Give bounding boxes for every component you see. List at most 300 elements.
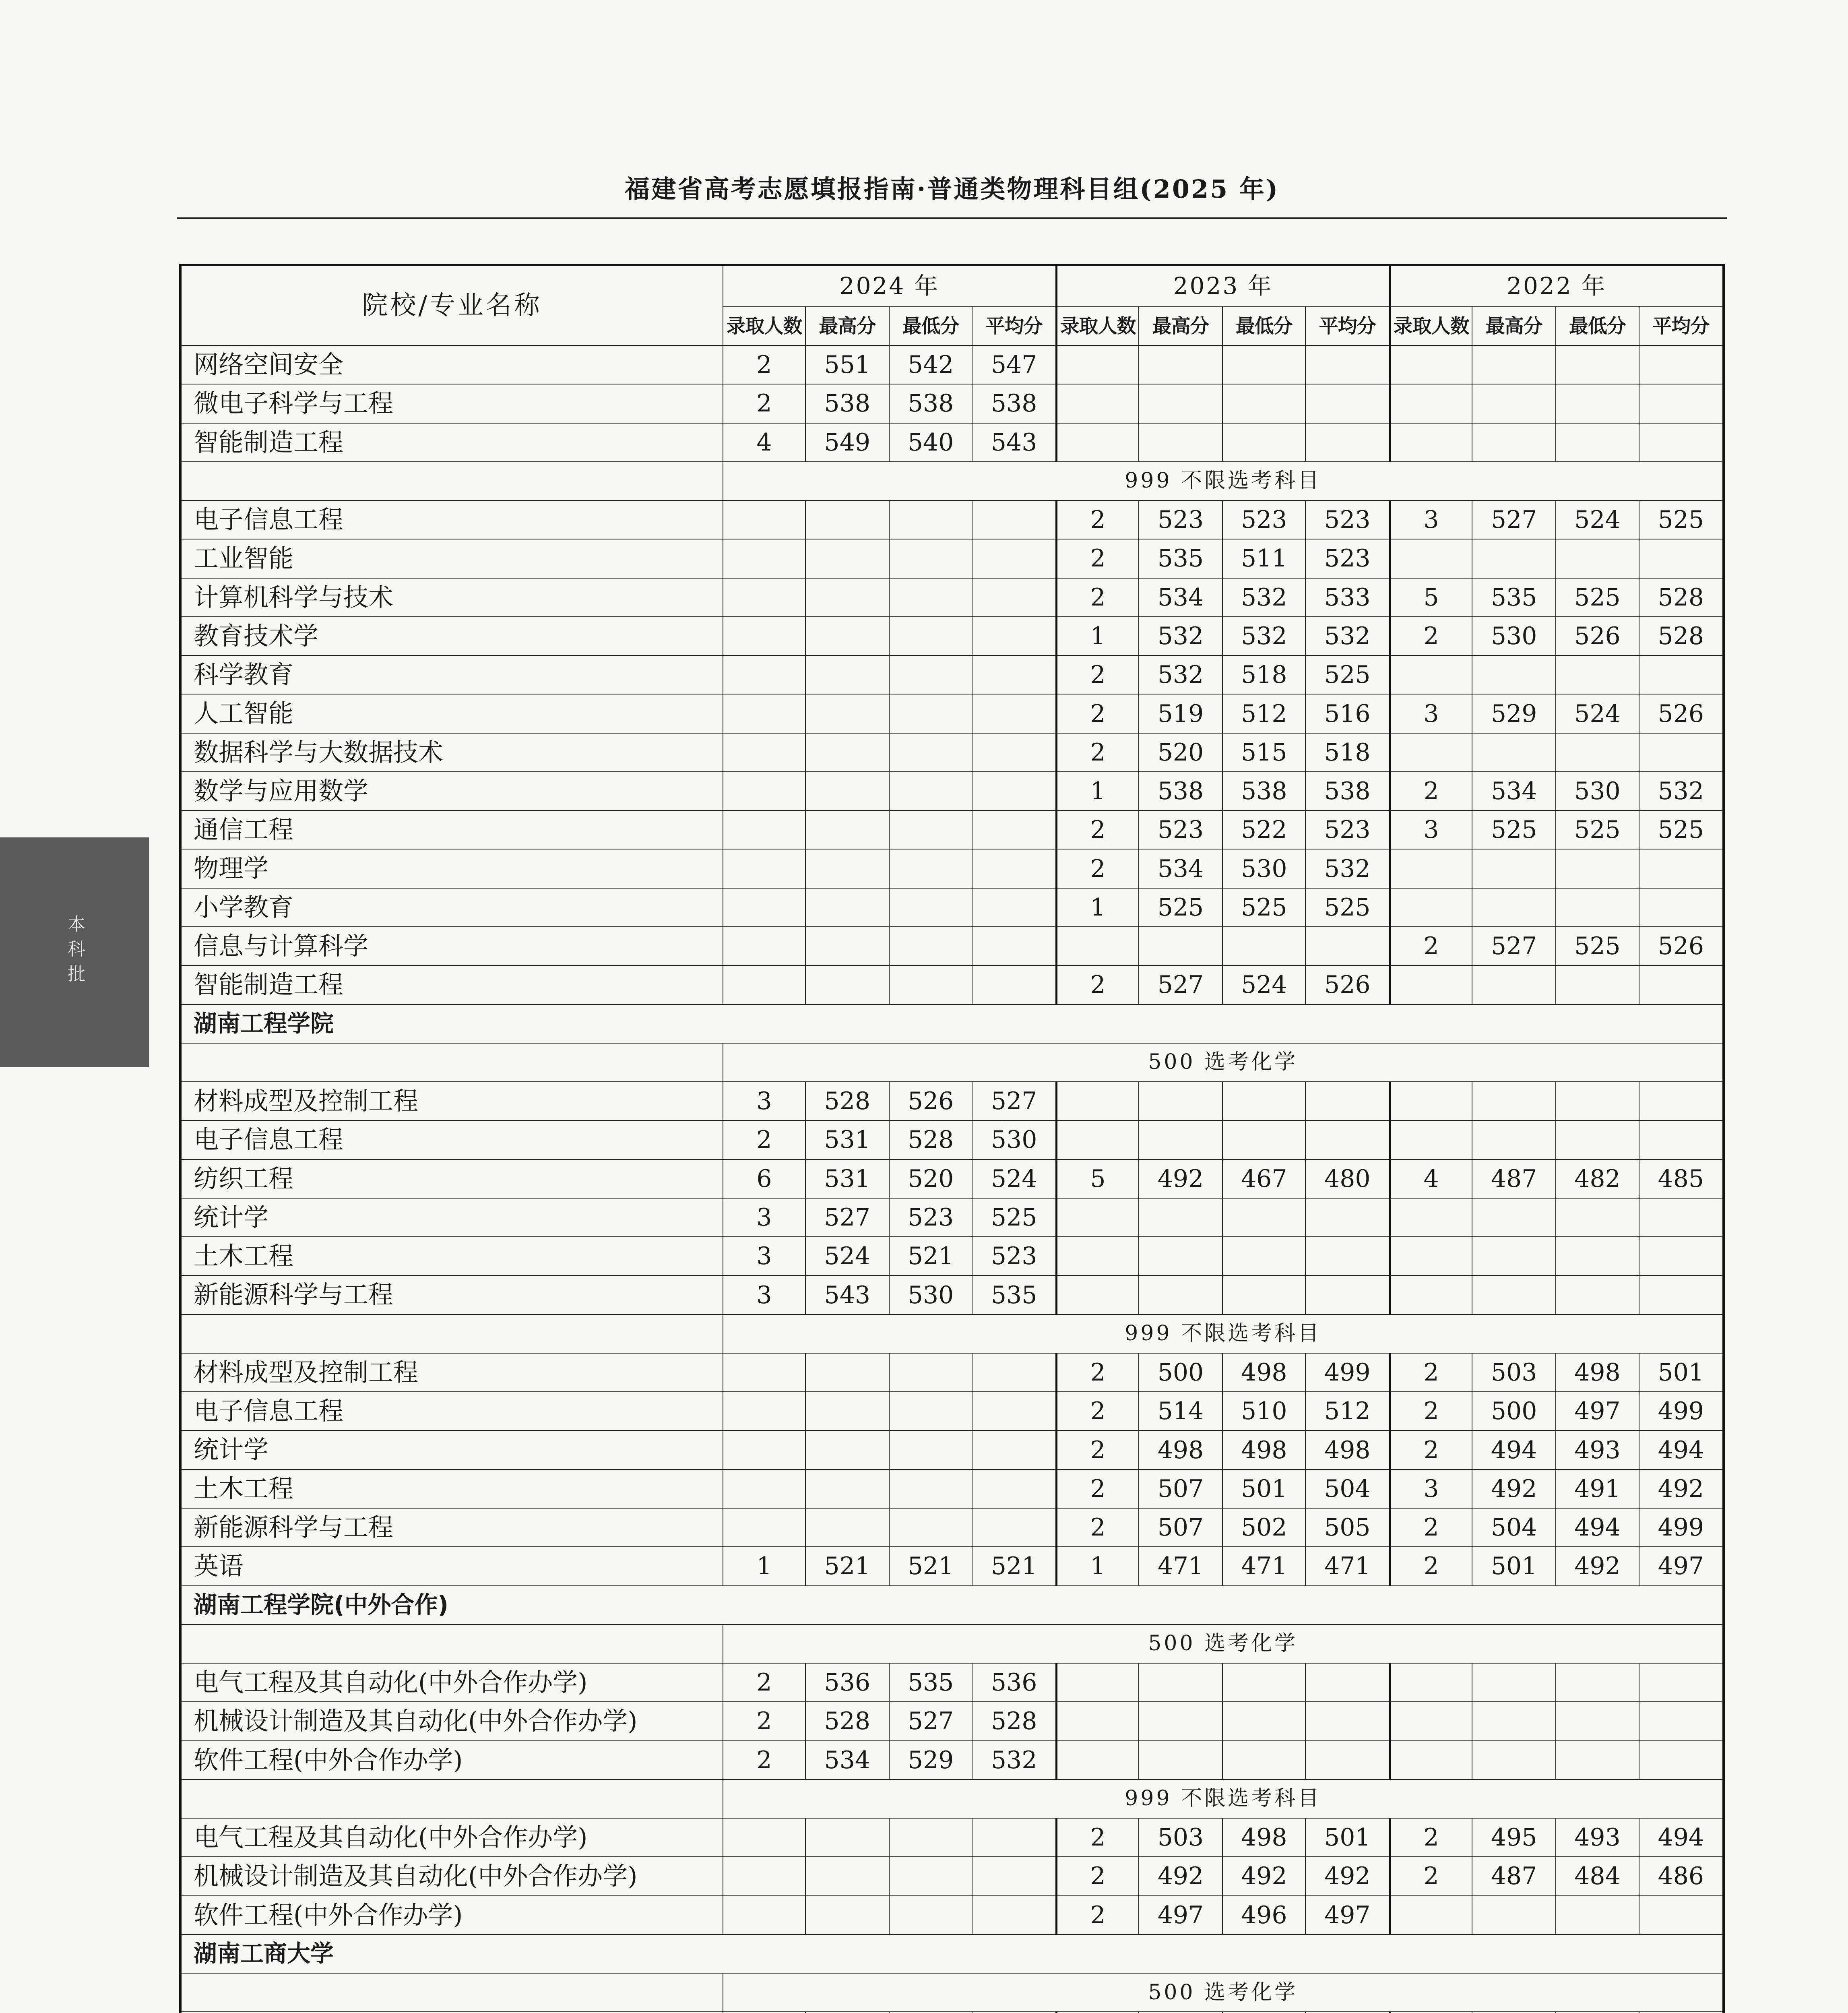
score-cell: 521	[805, 1547, 889, 1585]
table-row	[180, 1547, 1724, 1585]
score-cell	[1390, 1237, 1472, 1275]
score-cell	[1472, 1896, 1556, 1934]
score-cell: 2	[1390, 1818, 1472, 1857]
score-cell	[723, 1430, 805, 1469]
score-cell: 523	[1305, 810, 1390, 849]
score-cell	[1472, 1275, 1556, 1314]
score-cell: 538	[1305, 772, 1390, 810]
score-cell	[1057, 1198, 1139, 1237]
major-name: 计算机科学与技术	[180, 578, 723, 617]
major-name: 工业智能	[180, 539, 723, 578]
score-cell: 498	[1222, 1430, 1305, 1469]
score-cell	[805, 539, 889, 578]
school-row	[180, 1004, 1724, 1043]
score-cell	[1472, 384, 1556, 423]
major-name: 电气工程及其自动化(中外合作办学)	[180, 1663, 723, 1702]
column-header: 录取人数	[723, 307, 805, 345]
score-cell: 504	[1472, 1508, 1556, 1547]
score-cell	[723, 694, 805, 733]
major-name: 网络空间安全	[180, 345, 723, 384]
score-cell: 538	[972, 384, 1056, 423]
table-body	[180, 345, 1724, 2013]
score-cell	[805, 1857, 889, 1895]
score-cell	[1305, 927, 1390, 965]
score-cell	[805, 810, 889, 849]
score-cell: 530	[972, 1120, 1056, 1159]
score-cell	[1390, 1275, 1472, 1314]
score-cell	[723, 617, 805, 655]
table-row	[180, 1120, 1724, 1159]
score-cell	[889, 888, 972, 927]
score-cell: 4	[723, 423, 805, 462]
score-cell: 543	[805, 1275, 889, 1314]
score-cell: 527	[1472, 500, 1556, 539]
subject-requirement-row	[180, 1779, 1724, 1818]
score-cell: 492	[1222, 1857, 1305, 1895]
score-cell	[889, 617, 972, 655]
score-cell	[1556, 888, 1639, 927]
score-cell: 1	[723, 1547, 805, 1585]
score-cell	[1390, 1663, 1472, 1702]
score-cell: 500	[1139, 1353, 1222, 1392]
score-cell: 526	[1556, 617, 1639, 655]
score-cell: 524	[1556, 694, 1639, 733]
score-cell	[972, 578, 1056, 617]
score-cell: 2	[723, 1702, 805, 1740]
score-cell: 524	[972, 1159, 1056, 1198]
side-tab	[0, 837, 149, 1067]
score-cell: 518	[1222, 655, 1305, 694]
column-header: 平均分	[1305, 307, 1390, 345]
table-row	[180, 655, 1724, 694]
table-row	[180, 694, 1724, 733]
score-cell: 522	[1222, 810, 1305, 849]
score-cell	[889, 965, 972, 1004]
score-cell: 2	[1390, 1430, 1472, 1469]
major-name: 统计学	[180, 1430, 723, 1469]
score-cell: 493	[1556, 1430, 1639, 1469]
score-cell: 486	[1639, 1857, 1724, 1895]
score-cell	[805, 1469, 889, 1508]
score-cell	[805, 694, 889, 733]
score-cell: 2	[1057, 733, 1139, 772]
score-cell	[889, 1818, 972, 1857]
score-cell	[1556, 1275, 1639, 1314]
major-name: 智能制造工程	[180, 423, 723, 462]
major-name: 电子信息工程	[180, 1120, 723, 1159]
score-cell	[1305, 1275, 1390, 1314]
score-cell: 528	[1639, 617, 1724, 655]
table-row	[180, 617, 1724, 655]
score-cell	[805, 849, 889, 888]
score-cell: 497	[1139, 1896, 1222, 1934]
score-cell	[1639, 655, 1724, 694]
score-cell	[805, 733, 889, 772]
score-cell: 523	[1305, 539, 1390, 578]
score-cell	[1472, 655, 1556, 694]
score-cell: 528	[1639, 578, 1724, 617]
header-rule	[177, 217, 1727, 219]
score-cell	[805, 1392, 889, 1430]
table-row	[180, 1741, 1724, 1779]
score-cell: 532	[1139, 617, 1222, 655]
major-name: 英语	[180, 1547, 723, 1585]
major-name: 新能源科学与工程	[180, 1275, 723, 1314]
score-cell	[1556, 1896, 1639, 1934]
score-cell: 2	[1057, 539, 1139, 578]
score-cell	[1139, 384, 1222, 423]
score-cell: 526	[1639, 927, 1724, 965]
score-cell: 523	[1222, 500, 1305, 539]
score-cell: 521	[972, 1547, 1056, 1585]
score-cell	[1556, 1702, 1639, 1740]
score-cell	[723, 1508, 805, 1547]
score-cell: 532	[1222, 617, 1305, 655]
score-cell: 525	[972, 1198, 1056, 1237]
score-cell: 3	[1390, 1469, 1472, 1508]
score-cell	[1390, 965, 1472, 1004]
major-name: 土木工程	[180, 1237, 723, 1275]
score-cell: 518	[1305, 733, 1390, 772]
score-cell: 512	[1222, 694, 1305, 733]
score-cell: 500	[1472, 1392, 1556, 1430]
score-cell: 525	[1556, 578, 1639, 617]
score-cell: 526	[1305, 965, 1390, 1004]
column-header: 最高分	[1139, 307, 1222, 345]
score-cell: 484	[1556, 1857, 1639, 1895]
score-cell: 3	[723, 1198, 805, 1237]
side-tab-label: 本科批	[64, 915, 85, 990]
score-cell: 538	[1139, 772, 1222, 810]
score-cell	[805, 1896, 889, 1934]
score-cell	[723, 965, 805, 1004]
major-name: 通信工程	[180, 810, 723, 849]
score-cell: 492	[1472, 1469, 1556, 1508]
score-cell	[1556, 1082, 1639, 1120]
score-cell: 497	[1305, 1896, 1390, 1934]
score-cell	[1472, 888, 1556, 927]
score-cell: 2	[1057, 1469, 1139, 1508]
score-cell	[972, 1392, 1056, 1430]
major-name: 人工智能	[180, 694, 723, 733]
table-row	[180, 384, 1724, 423]
score-cell	[723, 500, 805, 539]
score-cell	[1057, 1275, 1139, 1314]
subject-requirement: 999 不限选考科目	[723, 462, 1724, 500]
score-cell	[1057, 1702, 1139, 1740]
score-cell	[889, 1508, 972, 1547]
score-cell: 530	[889, 1275, 972, 1314]
score-cell: 5	[1057, 1159, 1139, 1198]
score-cell: 528	[805, 1702, 889, 1740]
score-cell: 492	[1139, 1159, 1222, 1198]
score-cell	[1472, 1198, 1556, 1237]
score-cell	[972, 1857, 1056, 1895]
score-cell	[1390, 1198, 1472, 1237]
score-cell	[1139, 345, 1222, 384]
score-cell	[889, 694, 972, 733]
score-cell	[805, 1818, 889, 1857]
score-cell: 3	[1390, 500, 1472, 539]
score-cell	[1639, 1120, 1724, 1159]
score-cell: 525	[1639, 500, 1724, 539]
subject-requirement: 500 选考化学	[723, 1624, 1724, 1663]
score-cell	[1639, 539, 1724, 578]
score-cell	[1222, 1120, 1305, 1159]
score-cell: 538	[1222, 772, 1305, 810]
score-cell: 532	[972, 1741, 1056, 1779]
subject-requirement: 500 选考化学	[723, 1973, 1724, 2012]
score-cell: 531	[805, 1120, 889, 1159]
score-cell	[1390, 384, 1472, 423]
score-cell	[1222, 345, 1305, 384]
score-cell	[1472, 849, 1556, 888]
score-cell: 502	[1222, 1508, 1305, 1547]
score-cell	[1305, 1663, 1390, 1702]
score-cell	[889, 772, 972, 810]
score-cell: 527	[972, 1082, 1056, 1120]
major-name: 教育技术学	[180, 617, 723, 655]
major-name: 纺织工程	[180, 1159, 723, 1198]
score-cell	[972, 655, 1056, 694]
score-cell: 524	[1556, 500, 1639, 539]
score-cell: 2	[1057, 810, 1139, 849]
school-row	[180, 1586, 1724, 1624]
year-header: 2023 年	[1057, 265, 1390, 307]
score-cell: 503	[1472, 1353, 1556, 1392]
score-cell	[1556, 423, 1639, 462]
score-cell	[1057, 1082, 1139, 1120]
score-cell	[1057, 384, 1139, 423]
score-cell: 525	[1139, 888, 1222, 927]
score-cell	[1472, 1120, 1556, 1159]
table-row	[180, 965, 1724, 1004]
score-cell: 543	[972, 423, 1056, 462]
score-cell	[1556, 1237, 1639, 1275]
score-cell: 493	[1556, 1818, 1639, 1857]
score-cell: 492	[1139, 1857, 1222, 1895]
score-cell: 535	[1472, 578, 1556, 617]
score-cell: 535	[1139, 539, 1222, 578]
score-cell	[805, 1508, 889, 1547]
blank-name-cell	[180, 1043, 723, 1082]
score-cell	[972, 927, 1056, 965]
score-cell: 523	[972, 1237, 1056, 1275]
score-cell	[889, 1392, 972, 1430]
score-cell: 527	[805, 1198, 889, 1237]
score-cell	[1305, 1741, 1390, 1779]
score-cell: 534	[805, 1741, 889, 1779]
score-cell: 2	[1057, 1353, 1139, 1392]
score-cell	[1222, 1275, 1305, 1314]
score-cell: 511	[1222, 539, 1305, 578]
score-cell: 542	[889, 345, 972, 384]
score-cell: 2	[723, 384, 805, 423]
score-cell	[1556, 1120, 1639, 1159]
score-cell: 525	[1556, 927, 1639, 965]
score-cell	[889, 1896, 972, 1934]
score-cell: 2	[1390, 1547, 1472, 1585]
table-row	[180, 1430, 1724, 1469]
score-cell: 2	[1390, 927, 1472, 965]
score-cell: 2	[1057, 1896, 1139, 1934]
score-cell: 2	[723, 1741, 805, 1779]
name-column-header: 院校/专业名称	[180, 265, 723, 345]
score-cell	[1390, 345, 1472, 384]
score-cell: 494	[1556, 1508, 1639, 1547]
column-header: 录取人数	[1390, 307, 1472, 345]
score-cell	[1390, 655, 1472, 694]
score-cell: 2	[1390, 1508, 1472, 1547]
major-name: 小学教育	[180, 888, 723, 927]
score-cell: 525	[1639, 810, 1724, 849]
score-cell	[889, 810, 972, 849]
score-cell	[1390, 1741, 1472, 1779]
score-cell: 532	[1305, 617, 1390, 655]
score-cell	[1472, 423, 1556, 462]
score-cell: 2	[1057, 1508, 1139, 1547]
score-cell	[1305, 1082, 1390, 1120]
score-cell	[805, 888, 889, 927]
table-row	[180, 1818, 1724, 1857]
table-row	[180, 1198, 1724, 1237]
score-cell: 527	[1139, 965, 1222, 1004]
major-name: 机械设计制造及其自动化(中外合作办学)	[180, 1702, 723, 1740]
blank-name-cell	[180, 1973, 723, 2012]
score-cell: 501	[1222, 1469, 1305, 1508]
score-cell	[1390, 888, 1472, 927]
score-cell	[1639, 1275, 1724, 1314]
score-cell: 2	[1390, 617, 1472, 655]
score-cell	[1139, 1702, 1222, 1740]
score-cell	[723, 888, 805, 927]
score-cell: 496	[1222, 1896, 1305, 1934]
score-cell	[1639, 1198, 1724, 1237]
score-cell	[1556, 1663, 1639, 1702]
score-cell	[723, 772, 805, 810]
score-cell	[1639, 384, 1724, 423]
blank-name-cell	[180, 1624, 723, 1663]
score-cell	[1305, 423, 1390, 462]
column-header: 平均分	[1639, 307, 1724, 345]
score-cell	[972, 1818, 1056, 1857]
subject-requirement: 500 选考化学	[723, 1043, 1724, 1082]
score-cell	[1556, 539, 1639, 578]
score-cell	[1139, 1741, 1222, 1779]
score-cell	[723, 1818, 805, 1857]
score-cell	[1472, 1663, 1556, 1702]
table-row	[180, 1082, 1724, 1120]
score-cell: 532	[1222, 578, 1305, 617]
table-row	[180, 927, 1724, 965]
score-cell: 498	[1305, 1430, 1390, 1469]
score-cell: 2	[1390, 1353, 1472, 1392]
table-row	[180, 423, 1724, 462]
score-cell: 524	[1222, 965, 1305, 1004]
score-cell: 3	[723, 1082, 805, 1120]
score-cell	[1139, 927, 1222, 965]
score-cell: 514	[1139, 1392, 1222, 1430]
score-cell: 1	[1057, 617, 1139, 655]
table-row	[180, 539, 1724, 578]
score-cell: 533	[1305, 578, 1390, 617]
score-cell: 523	[889, 1198, 972, 1237]
year-header: 2024 年	[723, 265, 1056, 307]
score-cell: 1	[1057, 772, 1139, 810]
subject-requirement-row	[180, 1624, 1724, 1663]
score-cell: 471	[1222, 1547, 1305, 1585]
score-cell	[1390, 1702, 1472, 1740]
score-cell	[805, 655, 889, 694]
score-cell: 494	[1639, 1818, 1724, 1857]
score-cell: 535	[972, 1275, 1056, 1314]
score-cell: 532	[1305, 849, 1390, 888]
major-name: 数据科学与大数据技术	[180, 733, 723, 772]
score-cell	[1639, 849, 1724, 888]
score-cell	[972, 1469, 1056, 1508]
score-cell	[1305, 1237, 1390, 1275]
major-name: 材料成型及控制工程	[180, 1082, 723, 1120]
major-name: 机械设计制造及其自动化(中外合作办学)	[180, 1857, 723, 1895]
score-cell: 529	[1472, 694, 1556, 733]
subject-requirement-row	[180, 1043, 1724, 1082]
table-row	[180, 1896, 1724, 1934]
score-cell	[889, 578, 972, 617]
score-cell: 538	[805, 384, 889, 423]
table-row	[180, 1353, 1724, 1392]
score-cell: 521	[889, 1237, 972, 1275]
score-cell	[805, 578, 889, 617]
score-cell	[1305, 345, 1390, 384]
score-cell: 527	[889, 1702, 972, 1740]
score-cell	[972, 694, 1056, 733]
score-cell: 534	[1139, 849, 1222, 888]
score-cell: 512	[1305, 1392, 1390, 1430]
score-cell: 4	[1390, 1159, 1472, 1198]
major-name: 土木工程	[180, 1469, 723, 1508]
score-cell	[1390, 733, 1472, 772]
score-cell: 467	[1222, 1159, 1305, 1198]
table-row	[180, 1237, 1724, 1275]
score-cell: 494	[1472, 1430, 1556, 1469]
column-header: 最低分	[1222, 307, 1305, 345]
score-cell	[1556, 345, 1639, 384]
score-cell: 2	[1057, 1857, 1139, 1895]
score-cell	[889, 927, 972, 965]
score-cell: 482	[1556, 1159, 1639, 1198]
score-cell: 2	[1390, 1392, 1472, 1430]
score-cell	[723, 1469, 805, 1508]
score-cell: 2	[1057, 1430, 1139, 1469]
score-cell	[1139, 423, 1222, 462]
subject-requirement-row	[180, 1314, 1724, 1353]
score-cell	[1556, 965, 1639, 1004]
score-cell: 525	[1305, 655, 1390, 694]
score-cell	[1639, 345, 1724, 384]
score-cell: 3	[1390, 694, 1472, 733]
score-cell	[972, 617, 1056, 655]
score-cell: 515	[1222, 733, 1305, 772]
score-cell	[1057, 1237, 1139, 1275]
major-name: 软件工程(中外合作办学)	[180, 1741, 723, 1779]
score-cell	[1556, 733, 1639, 772]
score-cell: 516	[1305, 694, 1390, 733]
score-cell	[1472, 539, 1556, 578]
score-cell: 503	[1139, 1818, 1222, 1857]
score-cell: 471	[1139, 1547, 1222, 1585]
score-cell	[1057, 1741, 1139, 1779]
score-cell	[1639, 888, 1724, 927]
